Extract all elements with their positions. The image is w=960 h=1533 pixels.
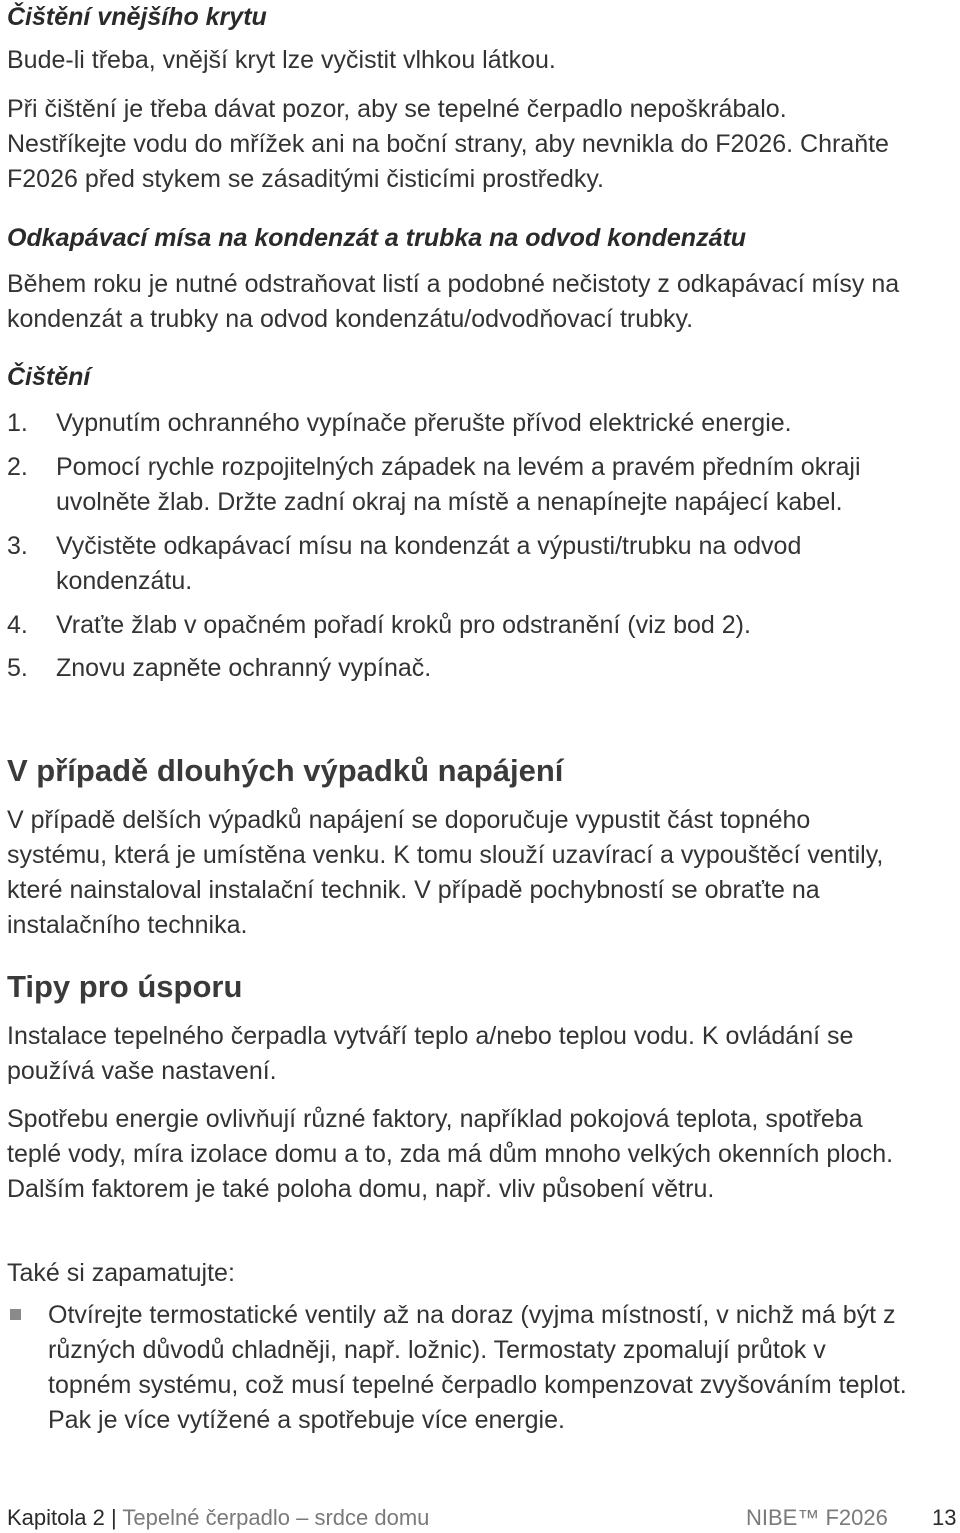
list-item	[7, 450, 907, 520]
step-number: 3.	[7, 532, 28, 560]
remember-label: Také si zapamatujte:	[7, 1259, 235, 1287]
paragraph: Během roku je nutné odstraňovat listí a podobné nečistoty z odkapávací mísy na kondenzát a trubky na odvod kondenzátu/odvodňovací trubky.	[7, 270, 900, 333]
paragraph: Bude-li třeba, vnější kryt lze vyčistit vlhkou látkou.	[7, 46, 556, 74]
footer-separator: |	[110, 1505, 117, 1530]
cleaning-steps-list	[7, 406, 907, 686]
list-item	[7, 529, 907, 599]
paragraph: Instalace tepelného čerpadla vytváří teplo a/nebo teplou vodu. K ovládání se používá vaše nastavení.	[7, 1022, 854, 1085]
step-number: 5.	[7, 654, 28, 682]
step-text: Pomocí rychle rozpojitelných západek na levém a pravém předním okraji uvolněte žlab. Držte zadní okraj na místě a nenapínejte napájecí kabel.	[56, 453, 861, 516]
footer-product: NIBE™ F2026	[746, 1505, 888, 1530]
list-item	[7, 651, 907, 686]
step-text: Vyčistěte odkapávací mísu na kondenzát a výpusti/trubku na odvod kondenzátu.	[56, 532, 802, 595]
step-text: Vypnutím ochranného vypínače přerušte přívod elektrické energie.	[56, 409, 792, 437]
savings-bullet-list	[7, 1298, 907, 1438]
list-item	[7, 406, 907, 441]
list-item	[7, 1298, 907, 1438]
paragraph: Spotřebu energie ovlivňují různé faktory, například pokojová teplota, spotřeba teplé vody, míra izolace domu a to, zda má dům mnoho velkých okenních ploch. Dalším faktorem je také poloha domu, např. vliv působení větru.	[7, 1105, 894, 1203]
section-heading-cleaning: Čištění	[7, 363, 91, 391]
paragraph: V případě delších výpadků napájení se doporučuje vypustit část topného systému, která je umístěna venku. K tomu slouží uzavírací a vypouštěcí ventily, které nainstaloval instalační technik. V případě pochybností se obraťte na instalačního technika.	[7, 806, 884, 939]
footer-chapter: Kapitola 2	[7, 1505, 105, 1530]
step-text: Znovu zapněte ochranný vypínač.	[56, 654, 432, 682]
step-number: 1.	[7, 409, 28, 437]
footer-chapter-block	[7, 1503, 429, 1533]
paragraph: Při čištění je třeba dávat pozor, aby se tepelné čerpadlo nepoškrábalo. Nestříkejte vodu do mřížek ani na boční strany, aby nevnikla do F2026. Chraňte F2026 před stykem se zásaditými čisticími prostředky.	[7, 95, 889, 193]
page-number: 13	[932, 1505, 957, 1530]
section-heading-drip-tray: Odkapávací mísa na kondenzát a trubka na odvod kondenzátu	[7, 224, 747, 252]
bullet-text: Otvírejte termostatické ventily až na doraz (vyjma místností, v nichž má být z různých důvodů chladněji, např. ložnic). Termostaty zpomalují průtok v topném systému, což musí tepelné čerpadlo kompenzovat zvyšováním teplot. Pak je více vytížené a spotřebuje více energie.	[48, 1301, 907, 1434]
bullet-square-icon	[10, 1309, 21, 1320]
step-text: Vraťte žlab v opačném pořadí kroků pro odstranění (viz bod 2).	[56, 611, 751, 639]
footer-chapter-title: Tepelné čerpadlo – srdce domu	[122, 1505, 430, 1530]
section-heading-cleaning-exterior: Čištění vnějšího krytu	[7, 3, 267, 31]
step-number: 2.	[7, 453, 28, 481]
list-item	[7, 608, 907, 643]
step-number: 4.	[7, 611, 28, 639]
section-heading-power-outage: V případě dlouhých výpadků napájení	[7, 753, 564, 788]
section-heading-savings: Tipy pro úsporu	[7, 969, 243, 1004]
